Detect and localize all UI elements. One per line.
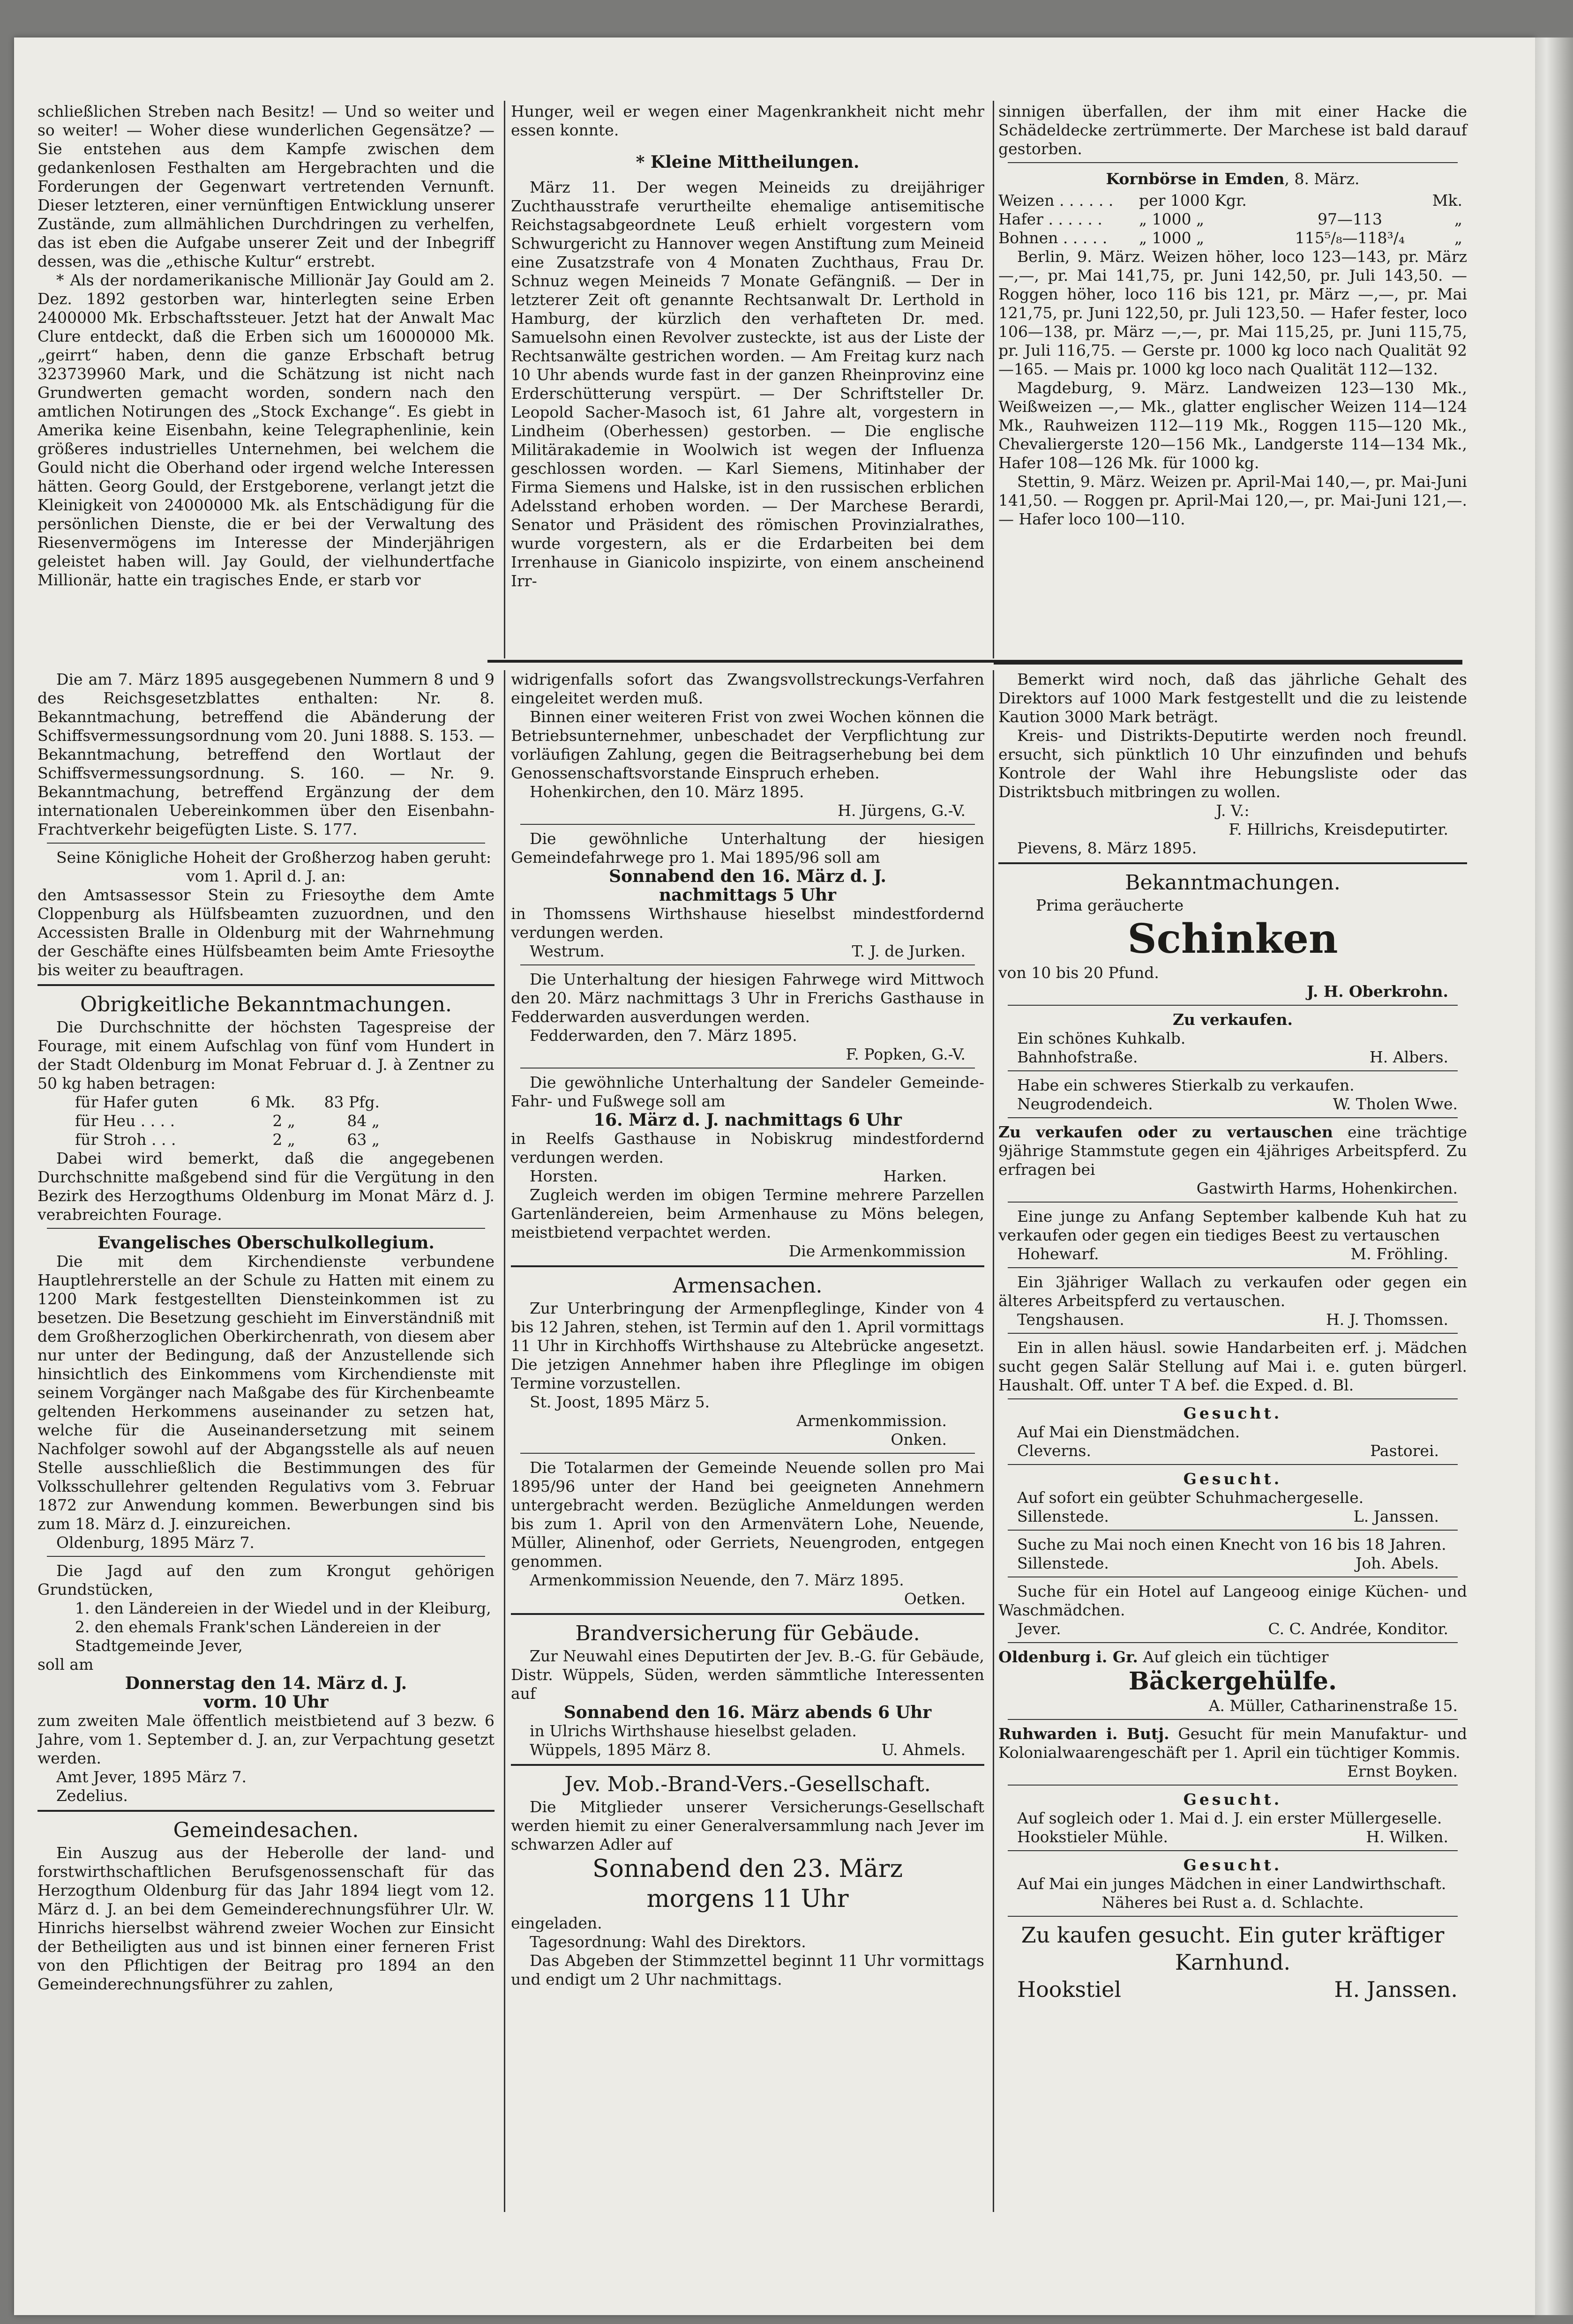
ad-signature: Hookstieler Mühle. H. Wilken. xyxy=(1017,1828,1448,1846)
column-3-bottom xyxy=(998,670,1467,2003)
section-heading: Obrigkeitliche Bekanntmachungen. xyxy=(80,993,452,1016)
ad-headline: Schinken xyxy=(1127,915,1338,963)
list-item: 1. den Ländereien in der Wiedel und in der Kleiburg, xyxy=(75,1599,491,1617)
section-heading: * Kleine Mittheilungen. xyxy=(636,152,860,172)
section-heading: Jev. Mob.-Brand-Vers.-Gesellschaft. xyxy=(564,1772,931,1796)
notice-text: Die Unterhaltung der hiesigen Fahrwege wird Mittwoch den 20. März nachmittags 3 Uhr in Frerichs Gasthause in Fedderwarden ausverdungen werden. xyxy=(511,970,984,1026)
notice-date: Donnerstag den 14. März d. J. xyxy=(125,1674,407,1693)
notice-text: soll am xyxy=(37,1655,94,1674)
ad-signature: Neugrodendeich. W. Tholen Wwe. xyxy=(1017,1095,1458,1113)
notice-date: Sonnabend den 23. März xyxy=(592,1855,903,1883)
notice-signature: F. Popken, G.-V. xyxy=(846,1045,966,1063)
fourage-row: für Heu . . . . 2 „ 84 „ xyxy=(75,1112,380,1130)
notice-time: nachmittags 5 Uhr xyxy=(659,885,837,905)
notice-signature: Westrum. T. J. de Jurken. xyxy=(530,942,966,960)
ad-signature: Cleverns. Pastorei. xyxy=(1017,1442,1439,1460)
ad-signature: Gastwirth Harms, Hohenkirchen. xyxy=(1196,1179,1458,1197)
section-heading: Gemeindesachen. xyxy=(173,1818,359,1842)
divider xyxy=(520,1453,975,1454)
notice-text: Tagesordnung: Wahl des Direktors. xyxy=(530,1933,806,1951)
divider xyxy=(520,964,975,965)
notice-place: Armenkommission Neuende, den 7. März 1895. xyxy=(530,1571,904,1589)
notice-signature: Armenkommission. xyxy=(796,1412,947,1430)
notice-grossherzog: Seine Königliche Hoheit der Großherzog haben geruht: xyxy=(56,848,492,867)
notice-time: morgens 11 Uhr xyxy=(646,1885,849,1913)
divider xyxy=(511,1265,984,1267)
ad-signature: Bahnhofstraße. H. Albers. xyxy=(1017,1048,1448,1066)
divider xyxy=(1008,162,1458,163)
divider xyxy=(1008,1117,1458,1118)
ad-text: Zu verkaufen oder zu vertauschen eine trächtige 9jährige Stammstute gegen ein 4jähriges Arbeitspferd. Zu erfragen bei xyxy=(998,1123,1467,1179)
ad-text: Ein 3jähriger Wallach zu verkaufen oder gegen ein älteres Arbeitspferd zu vertauschen. xyxy=(998,1273,1467,1310)
notice-text: Bemerkt wird noch, daß das jährliche Gehalt des Direktors auf 1000 Mark festgestellt und die zu leistende Kaution 3000 Mark beträgt. xyxy=(998,670,1467,726)
notice-signature: Amt Jever, 1895 März 7. xyxy=(56,1768,247,1786)
ad-headline: Bäckergehülfe. xyxy=(1128,1667,1337,1696)
notice-text: in Ulrichs Wirthshause hieselbst geladen. xyxy=(530,1722,857,1740)
ad-text: Oldenburg i. Gr. Auf gleich ein tüchtiger xyxy=(998,1648,1329,1666)
notice-text: Kreis- und Distrikts-Deputirte werden noch freundl. ersucht, sich pünktlich 10 Uhr einzufinden und behufs Kontrole der Wahl ihre Hebungsliste oder das Distriktsbuch mitbringen zu wollen. xyxy=(998,726,1467,801)
column-rule xyxy=(504,101,505,658)
notice-text: Die Mitglieder unserer Versicherungs-Gesellschaft werden hiemit zu einer Generalversammlung nach Jever im schwarzen Adler auf xyxy=(511,1798,984,1853)
notice-signature: Zedelius. xyxy=(56,1786,128,1805)
notice-text: Dabei wird bemerkt, daß die angegebenen Durchschnitte maßgebend sind für die Vergütung in den Bezirk des Herzogthums Oldenburg im Monat März d. J. verabreichten Fourage. xyxy=(37,1149,494,1224)
notice-text: zum zweiten Male öffentlich meistbietend auf 3 bezw. 6 Jahre, vom 1. September d. J. an, zur Verpachtung gesetzt werden. xyxy=(37,1711,494,1767)
divider xyxy=(1008,1267,1458,1268)
fourage-table xyxy=(37,1093,494,1149)
ad-heading: Gesucht. xyxy=(1183,1404,1282,1422)
ad-text: Suche zu Mai noch einen Knecht von 16 bis 18 Jahren. xyxy=(1017,1535,1446,1554)
notice-date: Sonnabend den 16. März abends 6 Uhr xyxy=(563,1703,932,1722)
divider xyxy=(520,1068,975,1069)
divider xyxy=(1008,1719,1458,1720)
notice-signature: Oldenburg, 1895 März 7. xyxy=(56,1533,255,1552)
ad-text: Auf sogleich oder 1. Mai d. J. ein erster Müllergeselle. xyxy=(1017,1809,1442,1827)
ad-signature: Sillenstede. L. Janssen. xyxy=(1017,1507,1439,1525)
notice-signature: Onken. xyxy=(891,1430,947,1449)
notice-gesetzblatt: Die am 7. März 1895 ausgegebenen Nummern 8 und 9 des Reichsgesetzblattes enthalten: Nr. 8. Bekanntmachung, betreffend die Abänderung der Schiffsvermessungsordnung vom 20. Juni 1888. S. 153. — Bekanntmachung, betreffend den Wortlaut der Schiffsvermessungsordnung. S. 160. — Nr. 9. Bekanntmachung, betreffend Ergänzung der dem internationalen Uebereinkommen über den Eisenbahn-Frachtverkehr beigefügten Liste. S. 177. xyxy=(37,670,494,838)
column-2-top xyxy=(511,102,984,590)
divider xyxy=(1008,1202,1458,1203)
notice-text: Zur Neuwahl eines Deputirten der Jev. B.-G. für Gebäude, Distr. Wüppels, Süden, werden sämmtliche Interessenten auf xyxy=(511,1647,984,1703)
section-heading: Armensachen. xyxy=(673,1274,823,1298)
article-paragraph: sinnigen überfallen, der ihm mit einer Hacke die Schädeldecke zertrümmerte. Der Marchese ist bald darauf gestorben. xyxy=(998,102,1467,158)
ad-text: Prima geräucherte xyxy=(1036,896,1184,914)
price-row: Hafer . . . . . . „ 1000 „ 97—113 „ xyxy=(998,210,1462,228)
market-magdeburg: Magdeburg, 9. März. Landweizen 123—130 Mk., Weißweizen —,— Mk., glatter englischer Weizen 114—124 Mk., Rauhweizen 112—119 Mk., Roggen 115—120 Mk., Chevaliergerste 120—156 Mk., Landgerste 114—134 Mk., Hafer 108—126 Mk. für 1000 kg. xyxy=(998,379,1467,472)
column-rule xyxy=(504,670,505,2212)
fourage-row: für Hafer guten 6 Mk. 83 Pfg. xyxy=(75,1093,380,1111)
notice-signature: Die Armenkommission xyxy=(788,1242,966,1260)
ad-heading: Zu verkaufen. xyxy=(1172,1010,1293,1029)
ad-signature: Jever. C. C. Andrée, Konditor. xyxy=(1017,1620,1448,1638)
ad-text: Auf sofort ein geübter Schuhmachergeselle. xyxy=(1017,1488,1364,1507)
divider xyxy=(37,984,494,986)
divider xyxy=(1008,1070,1458,1071)
notice-signature: J. V.: xyxy=(1216,801,1250,820)
notice-text: Ein Auszug aus der Heberolle der land- und forstwirthschaftlichen Berufsgenossenschaft für das Herzogthum Oldenburg für das Jahr 1894 liegt vom 12. März d. J. an bei dem Gemeinderechnungsführer Ulr. W. Hinrichs hierselbst während zweier Wochen zur Einsicht der Betheiligten aus und ist binnen einer ferneren Frist von den Pflichtigen der Beitrag pro 1894 an den Gemeinderechnungsführer zu zahlen, xyxy=(37,1844,494,1993)
ad-heading: Gesucht. xyxy=(1183,1790,1282,1808)
divider xyxy=(47,1556,485,1557)
divider xyxy=(511,1764,984,1766)
notice-text: widrigenfalls sofort das Zwangsvollstreckungs-Verfahren eingeleitet werden muß. xyxy=(511,670,984,707)
ad-signature: Ernst Boyken. xyxy=(1347,1762,1458,1780)
ad-text: Auf Mai ein junges Mädchen in einer Landwirthschaft. xyxy=(1017,1875,1446,1893)
section-heading: Bekanntmachungen. xyxy=(1125,871,1341,895)
notice-text: Die gewöhnliche Unterhaltung der Sandeler Gemeinde-Fahr- und Fußwege soll am xyxy=(511,1073,984,1110)
section-heading: Brandversicherung für Gebäude. xyxy=(575,1622,920,1645)
notice-text: Die Jagd auf den zum Krongut gehörigen Grundstücken, xyxy=(37,1562,494,1599)
column-1-bottom xyxy=(37,670,494,1994)
divider xyxy=(1008,1005,1458,1006)
page-edge xyxy=(1535,37,1573,2315)
divider xyxy=(47,843,485,844)
section-heading: Evangelisches Oberschulkollegium. xyxy=(97,1233,434,1253)
column-rule xyxy=(993,101,994,658)
article-paragraph: schließlichen Streben nach Besitz! — Und so weiter und so weiter! — Woher diese wunderlichen Gegensätze? — Sie entstehen aus dem Kampfe zwischen dem gedankenlosen Festhalten am Hergebrachten und die Forderungen der Gegenwart vertretenden Vernunft. Dieser letzteren, einer vernünftigen Entwicklung unserer Zustände, zum allmählichen Durchdringen zu verhelfen, das ist eben die Aufgabe unserer Zeit und der Inbegriff dessen, was die „ethische Kultur“ erstrebt. xyxy=(37,102,494,270)
ad-signature: J. H. Oberkrohn. xyxy=(1306,982,1448,1001)
divider xyxy=(1008,1785,1458,1786)
divider xyxy=(1008,1642,1458,1643)
divider xyxy=(1008,1916,1458,1917)
column-rule xyxy=(993,670,994,2212)
notice-signature: Oetken. xyxy=(904,1590,966,1608)
notice-place: Fedderwarden, den 7. März 1895. xyxy=(530,1026,797,1045)
notice-signature: H. Jürgens, G.-V. xyxy=(838,801,966,820)
notice-place: St. Joost, 1895 März 5. xyxy=(530,1393,710,1411)
ad-text: von 10 bis 20 Pfund. xyxy=(998,964,1159,982)
notice-text: Die mit dem Kirchendienste verbundene Hauptlehrerstelle an der Schule zu Hatten mit einem zu 1200 Mark festgestellten Diensteinkommen ist zu besetzen. Die Besetzung geschieht im Einverständniß mit dem Großherzoglichen Oberkirchenrath, von diesem aber nur unter der Bedingung, daß der Anzustellende sich hinsichtlich des Einkommens vom Kirchendienste mit seinem Vorgänger nach Maßgabe des für Kirchenbeamte geltenden Herkommens auseinander zu setzen hat, welche für die Auseinandersetzung mit seinem Nachfolger sowohl auf der Abgangsstelle als auf neuen Stelle ausschließlich die Bestimmungen des für Volksschullehrer geltenden Regulativs vom 3. Februar 1872 zur Anwendung kommen. Bewerbungen sind bis zum 18. März d. J. einzureichen. xyxy=(37,1252,494,1533)
price-table xyxy=(998,191,1467,247)
notice-text: in Reelfs Gasthause in Nobiskrug mindestfordernd verdungen werden. xyxy=(511,1129,984,1166)
divider xyxy=(520,824,975,825)
divider xyxy=(1008,1398,1458,1399)
notice-text: Zugleich werden im obigen Termine mehrere Parzellen Gartenländereien, beim Armenhause zu Möns belegen, meistbietend verpachtet werden. xyxy=(511,1186,984,1241)
ad-text: Ein schönes Kuhkalb. xyxy=(1017,1029,1186,1047)
notice-signature: Wüppels, 1895 März 8. U. Ahmels. xyxy=(530,1741,966,1759)
ad-headline: Zu kaufen gesucht. Ein guter kräftiger Karnhund. xyxy=(1021,1922,1445,1975)
divider xyxy=(37,1810,494,1812)
divider xyxy=(1008,1464,1458,1465)
ad-heading: Gesucht. xyxy=(1183,1856,1282,1874)
notice-text: Das Abgeben der Stimmzettel beginnt 11 Uhr vormittags und endigt um 2 Uhr nachmittags. xyxy=(511,1951,984,1988)
fourage-row: für Stroh . . . 2 „ 63 „ xyxy=(75,1130,380,1149)
notice-text: in Thomssens Wirthshause hieselbst mindestfordernd verdungen werden. xyxy=(511,904,984,942)
notice-signature: Horsten. Harken. xyxy=(530,1167,947,1185)
price-row: Bohnen . . . . . „ 1000 „ 115⁵/₈—118³/₄ „ xyxy=(998,229,1462,247)
notice-date: 16. März d. J. nachmittags 6 Uhr xyxy=(593,1110,902,1130)
notice-date: vom 1. April d. J. an: xyxy=(186,867,346,885)
article-paragraph: März 11. Der wegen Meineids zu dreijähriger Zuchthausstrafe verurtheilte ehemalige antisemitische Reichstagsabgeordnete Leuß erhielt vorgestern vom Schwurgericht zu Hannover wegen Anstiftung zum Meineid eine Zusatzstrafe von 4 Monaten Zuchthaus, Frau Dr. Schnuz wegen Meineids 7 Monate Gefängniß. — Der in letzterer Zeit oft genannte Rechtsanwalt Dr. Lerthold in Hamburg, der kürzlich den verhafteten Dr. med. Samuelsohn einen Revolver zusteckte, ist aus der Liste der Rechtsanwälte gestrichen worden. — Am Freitag kurz nach 10 Uhr abends wurde fast in der ganzen Rheinprovinz eine Erderschütterung verspürt. — Der Schriftsteller Dr. Leopold Sacher-Masoch ist, 61 Jahre alt, vorgestern in Lindheim (Oberhessen) gestorben. — Die englische Militärakademie in Woolwich ist wegen der Influenza geschlossen worden. — Karl Siemens, Mitinhaber der Firma Siemens und Halske, ist in den russischen erblichen Adelsstand erhoben worden. — Der Marchese Berardi, Senator und Präsident des römischen Provinzialrathes, wurde vorgestern, als er die Erdarbeiten bei dem Irrenhause in Gianicolo inspizirte, von einem anscheinend Irr- xyxy=(511,178,984,590)
ad-text: Habe ein schweres Stierkalb zu verkaufen. xyxy=(1017,1076,1355,1094)
notice-signature: F. Hillrichs, Kreisdeputirter. xyxy=(1228,820,1448,838)
notice-date: Sonnabend den 16. März d. J. xyxy=(609,867,886,886)
ad-heading: Zu verkaufen oder zu vertauschen xyxy=(998,1123,1333,1141)
notice-text: eingeladen. xyxy=(511,1914,602,1932)
divider xyxy=(1008,1333,1458,1334)
article-jay-gould: * Als der nordamerikanische Millionär Jay Gould am 2. Dez. 1892 gestorben war, hinterlegten seine Erben 2400000 Mk. Erbschaftssteuer. Jetzt hat der Anwalt Mac Clure entdeckt, daß die Erben sich um 16000000 Mk. „geirrt“ haben, denn die ganze Erbschaft betrug 323739960 Mark, und die Schätzung ist nicht nach Grundwerten gemacht worden, sondern nach den amtlichen Notirungen des „Stock Exchange“. Es giebt in Amerika keine Eisenbahn, keine Telegraphenlinie, kein größeres industrielles Unternehmen, bei welchem die Gould nicht die Oberhand oder irgend welche Interessen hätten. Georg Gould, der Erstgeborene, verlangt jetzt die Kleinigkeit von 24000000 Mk. als Entschädigung für die persönlichen Dienste, die er bei der Verwaltung des Riesenvermögens im Interesse der Minderjährigen geleistet haben will. Jay Gould, der vielhundertfache Millionär, hatte ein tragisches Ende, er starb vor xyxy=(37,271,494,589)
market-berlin: Berlin, 9. März. Weizen höher, loco 123—143, pr. März —,—, pr. Mai 141,75, pr. Juni 142,50, pr. Juli 143,50. — Roggen höher, loco 116 bis 121, pr. März —,—, pr. Mai 121,75, pr. Juni 122,50, pr. Juli 123,50. — Hafer fester, loco 106—138, pr. März —,—, pr. Mai 115,25, pr. Juni 115,75, pr. Juli 116,75. — Gerste pr. 1000 kg loco nach Qualität 92—165. — Mais pr. 1000 kg loco nach Qualität 112—132. xyxy=(998,247,1467,378)
divider xyxy=(511,1613,984,1615)
ad-text: Suche für ein Hotel auf Langeoog einige Küchen- und Waschmädchen. xyxy=(998,1582,1467,1619)
article-paragraph: Hunger, weil er wegen einer Magenkrankheit nicht mehr essen konnte. xyxy=(511,102,984,139)
section-divider xyxy=(994,663,1462,665)
column-3-top xyxy=(998,102,1467,529)
notice-time: vorm. 10 Uhr xyxy=(203,1692,329,1712)
ad-signature: Hohewarf. M. Fröhling. xyxy=(1017,1245,1448,1263)
ad-signature: Sillenstede. Joh. Abels. xyxy=(1017,1554,1439,1572)
list-item: 2. den ehemals Frank'schen Ländereien in der Stadtgemeinde Jever, xyxy=(75,1618,441,1655)
ad-text: Auf Mai ein Dienstmädchen. xyxy=(1017,1423,1240,1441)
ad-signature: Tengshausen. H. J. Thomssen. xyxy=(1017,1310,1448,1329)
notice-text: Binnen einer weiteren Frist von zwei Wochen können die Betriebsunternehmer, unbeschadet der Verpflichtung zur vorläufigen Zahlung, gegen die Beitragserhebung bei dem Genossenschaftsvorstande Einspruch erheben. xyxy=(511,708,984,782)
notice-place: Hohenkirchen, den 10. März 1895. xyxy=(530,783,804,801)
market-stettin: Stettin, 9. März. Weizen pr. April-Mai 140,—, pr. Mai-Juni 141,50. — Roggen pr. April-Mai 120,—, pr. Mai-Juni 121,—. — Hafer loco 100—110. xyxy=(998,472,1467,528)
column-1-top xyxy=(37,102,494,590)
notice-text: Die Totalarmen der Gemeinde Neuende sollen pro Mai 1895/96 unter der Hand bei geeigneten Annehmern untergebracht werden. Bezügliche Anmeldungen werden bis zum 1. April von den Armenvätern Lohe, Neuende, Müller, Alinenhof, oder Gerriets, Neuengroden, entgegen genommen. xyxy=(511,1458,984,1570)
ad-text: Eine junge zu Anfang September kalbende Kuh hat zu verkaufen oder gegen ein tiediges Beest zu vertauschen xyxy=(998,1207,1467,1244)
ad-heading: Gesucht. xyxy=(1183,1470,1282,1488)
price-row: Weizen . . . . . . per 1000 Kgr. Mk. xyxy=(998,191,1462,209)
divider xyxy=(1008,1850,1458,1851)
divider xyxy=(998,862,1467,864)
column-2-bottom xyxy=(511,670,984,1989)
notice-place: Pievens, 8. März 1895. xyxy=(1017,839,1197,857)
notice-text: Die gewöhnliche Unterhaltung der hiesigen Gemeindefahrwege pro 1. Mai 1895/96 soll am xyxy=(511,829,984,867)
ad-text: Ein in allen häusl. sowie Handarbeiten erf. j. Mädchen sucht gegen Salär Stellung auf Mai i. e. guten bürgerl. Haushalt. Off. unter T A bef. die Exped. d. Bl. xyxy=(998,1338,1467,1394)
notice-text: den Amtsassessor Stein zu Friesoythe dem Amte Cloppenburg als Hülfsbeamten zuzuordnen, und den Accessisten Bralle in Oldenburg mit der Wahrnehmung der Geschäfte eines Hülfsbeamten beim Amte Friesoythe bis weiter zu beauftragen. xyxy=(37,886,494,979)
ad-text: Ruhwarden i. Butj. Gesucht für mein Manufaktur- und Kolonialwaarengeschäft per 1. April ein tüchtiger Kommis. xyxy=(998,1725,1467,1762)
ad-signature: A. Müller, Catharinenstraße 15. xyxy=(1208,1696,1458,1715)
divider xyxy=(47,1228,485,1229)
ad-text: Näheres bei Rust a. d. Schlachte. xyxy=(1101,1893,1364,1912)
market-heading: Kornbörse in Emden, 8. März. xyxy=(1106,170,1360,188)
notice-text: Zur Unterbringung der Armenpfleglinge, Kinder von 4 bis 12 Jahren, stehen, ist Termin auf den 1. April vormittags 11 Uhr in Kirchhoffs Wirthshause zu Altebrücke angesetzt. Die jetzigen Annehmer haben ihre Pfleglinge im obigen Termine vorzustellen. xyxy=(511,1299,984,1392)
divider xyxy=(1008,1530,1458,1531)
notice-text: Die Durchschnitte der höchsten Tagespreise der Fourage, mit einem Aufschlag von fünf vom Hundert in der Stadt Oldenburg im Monat Februar d. J. à Zentner zu 50 kg haben betragen: xyxy=(37,1018,494,1092)
ad-signature: Hookstiel H. Janssen. xyxy=(1017,1977,1458,2002)
